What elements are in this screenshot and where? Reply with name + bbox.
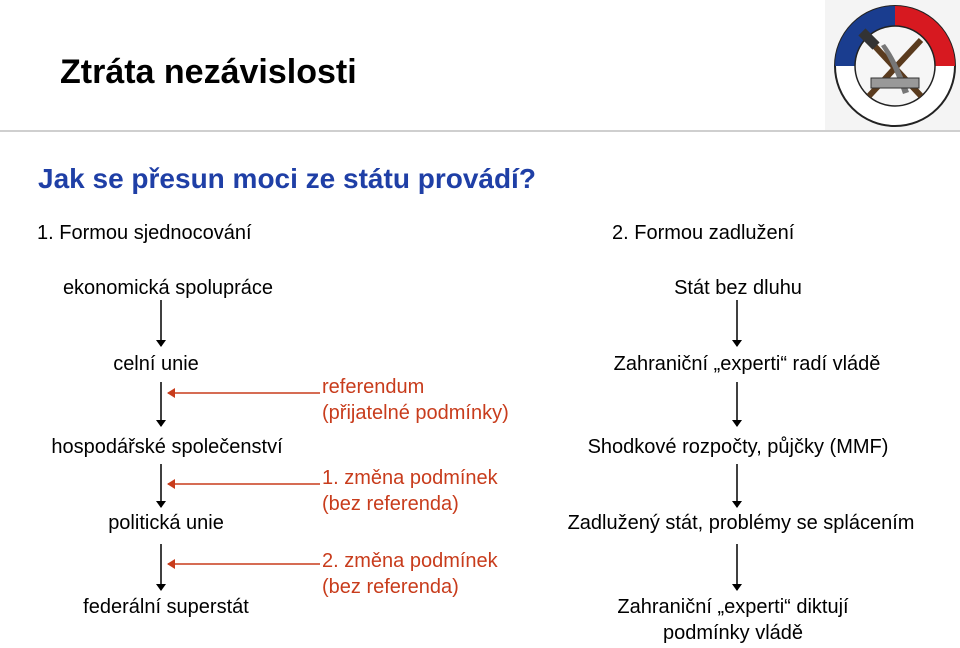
right-step-1: Stát bez dluhu	[674, 277, 802, 299]
left-step-2: celní unie	[113, 353, 199, 375]
right-step-2: Zahraniční „experti“ radí vládě	[613, 353, 881, 375]
note-referendum-line2: (přijatelné podmínky)	[322, 402, 509, 424]
right-step-5-line2: podmínky vládě	[662, 622, 804, 644]
note-change-1-line2: (bez referenda)	[322, 493, 459, 515]
left-step-1: ekonomická spolupráce	[62, 277, 274, 299]
left-step-4: politická unie	[108, 512, 224, 534]
main-question: Jak se přesun moci ze státu provádí?	[38, 163, 536, 194]
right-step-3: Shodkové rozpočty, půjčky (MMF)	[587, 436, 889, 458]
right-heading: 2. Formou zadlužení	[612, 222, 795, 244]
right-step-4: Zadlužený stát, problémy se splácením	[567, 512, 915, 534]
left-heading: 1. Formou sjednocování	[37, 222, 252, 244]
right-step-5-line1: Zahraniční „experti“ diktují	[617, 596, 849, 618]
note-change-2-line1: 2. změna podmínek	[322, 550, 498, 572]
left-step-5: federální superstát	[83, 596, 249, 618]
left-step-3: hospodářské společenství	[51, 436, 283, 458]
note-change-2-line2: (bez referenda)	[322, 576, 459, 598]
note-change-1-line1: 1. změna podmínek	[322, 467, 498, 489]
note-referendum-line1: referendum	[322, 376, 425, 398]
page-title: Ztráta nezávislosti	[60, 53, 357, 91]
